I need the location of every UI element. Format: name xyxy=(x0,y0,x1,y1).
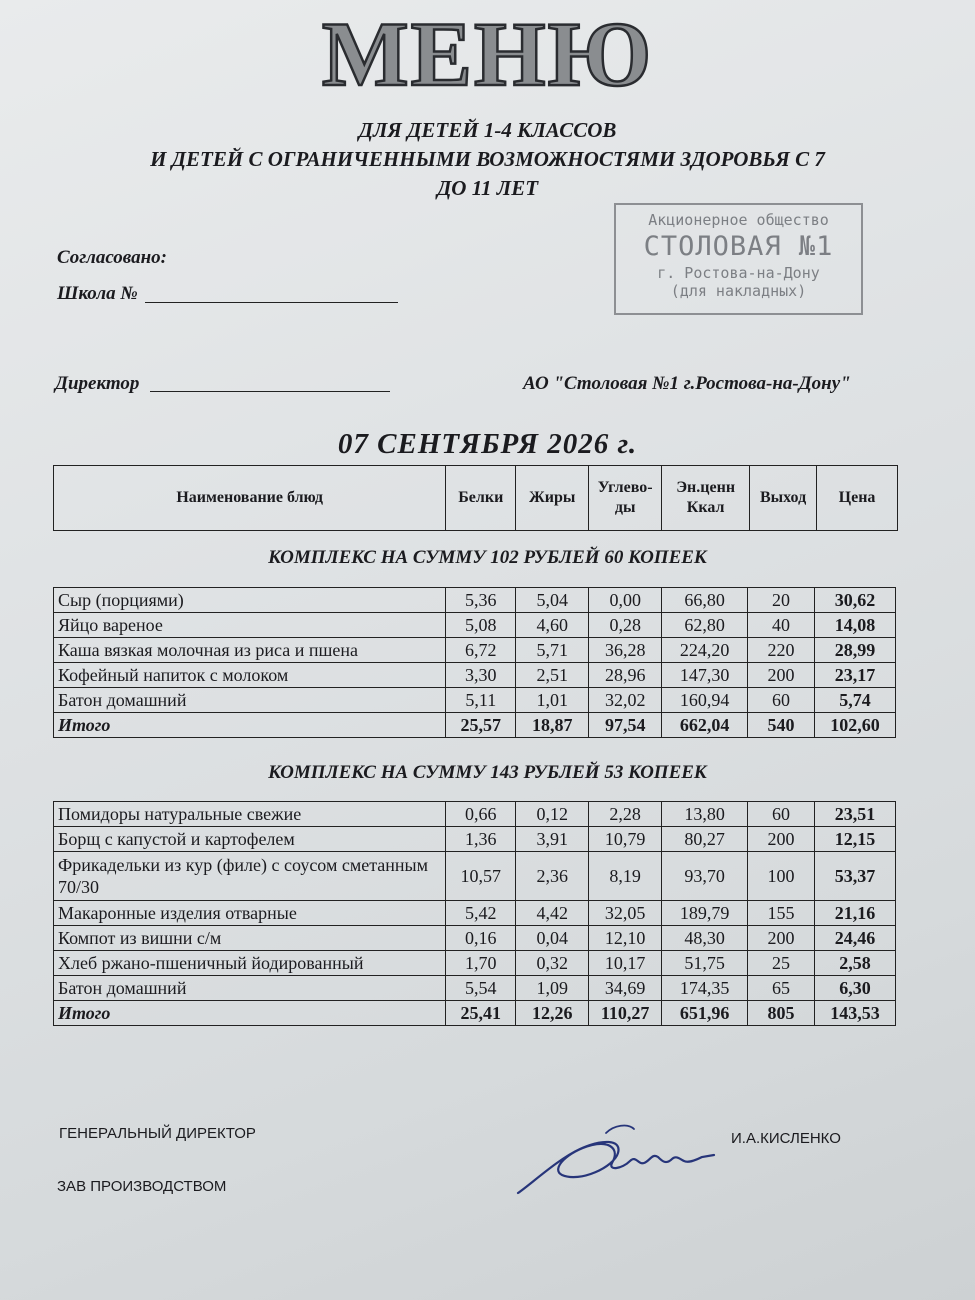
school-signature-line xyxy=(145,302,398,303)
cell-protein: 5,42 xyxy=(446,901,516,926)
cell-price: 24,46 xyxy=(815,926,896,951)
cell-yield: 40 xyxy=(748,613,815,638)
header-protein: Белки xyxy=(446,466,516,531)
cell-carbs: 10,79 xyxy=(589,827,662,852)
cell-carbs: 97,54 xyxy=(589,713,662,738)
subtitle-line-3: ДО 11 ЛЕТ xyxy=(436,176,539,200)
cell-name: Кофейный напиток с молоком xyxy=(54,663,446,688)
cell-name: Хлеб ржано-пшеничный йодированный xyxy=(54,951,446,976)
cell-name: Каша вязкая молочная из риса и пшена xyxy=(54,638,446,663)
cell-energy: 51,75 xyxy=(662,951,748,976)
cell-carbs: 0,28 xyxy=(589,613,662,638)
cell-yield: 200 xyxy=(748,663,815,688)
cell-protein: 25,57 xyxy=(446,713,516,738)
company-stamp xyxy=(614,203,863,315)
subtitle-line-1: ДЛЯ ДЕТЕЙ 1-4 КЛАССОВ xyxy=(358,118,617,142)
cell-carbs: 110,27 xyxy=(589,1001,662,1026)
cell-yield: 60 xyxy=(748,802,815,827)
cell-carbs: 32,02 xyxy=(589,688,662,713)
cell-protein: 6,72 xyxy=(446,638,516,663)
signature-image xyxy=(510,1115,730,1205)
general-director-label: ГЕНЕРАЛЬНЫЙ ДИРЕКТОР xyxy=(59,1125,256,1142)
subtitle-line-2: И ДЕТЕЙ С ОГРАНИЧЕННЫМИ ВОЗМОЖНОСТЯМИ ЗДОРОВЬЯ С 7 xyxy=(150,147,825,171)
cell-name: Итого xyxy=(54,1001,446,1026)
cell-price: 53,37 xyxy=(815,852,896,901)
cell-yield: 65 xyxy=(748,976,815,1001)
table-row xyxy=(54,926,896,951)
table-row xyxy=(54,951,896,976)
cell-price: 12,15 xyxy=(815,827,896,852)
cell-carbs: 2,28 xyxy=(589,802,662,827)
cell-name: Яйцо вареное xyxy=(54,613,446,638)
table-row xyxy=(54,688,896,713)
table-row xyxy=(54,638,896,663)
cell-fat: 4,42 xyxy=(516,901,589,926)
cell-carbs: 8,19 xyxy=(589,852,662,901)
cell-carbs: 12,10 xyxy=(589,926,662,951)
table-row xyxy=(54,827,896,852)
cell-fat: 12,26 xyxy=(516,1001,589,1026)
stamp-line-3: г. Ростова-на-Дону xyxy=(657,264,820,282)
cell-protein: 5,08 xyxy=(446,613,516,638)
header-energy: Эн.ценн Ккал xyxy=(662,466,750,531)
cell-energy: 62,80 xyxy=(662,613,748,638)
cell-price: 30,62 xyxy=(815,588,896,613)
table-row xyxy=(54,852,896,901)
menu-date: 07 СЕНТЯБРЯ 2026 г. xyxy=(337,428,638,460)
cell-carbs: 34,69 xyxy=(589,976,662,1001)
cell-energy: 160,94 xyxy=(662,688,748,713)
school-label: Школа № xyxy=(57,283,138,304)
cell-fat: 1,09 xyxy=(516,976,589,1001)
cell-name: Итого xyxy=(54,713,446,738)
table-row xyxy=(54,901,896,926)
cell-energy: 147,30 xyxy=(662,663,748,688)
cell-name: Помидоры натуральные свежие xyxy=(54,802,446,827)
cell-price: 23,51 xyxy=(815,802,896,827)
cell-energy: 93,70 xyxy=(662,852,748,901)
complex-2-table xyxy=(53,801,896,1026)
cell-carbs: 36,28 xyxy=(589,638,662,663)
cell-energy: 174,35 xyxy=(662,976,748,1001)
cell-protein: 5,36 xyxy=(446,588,516,613)
cell-yield: 200 xyxy=(748,827,815,852)
stamp-line-1: Акционерное общество xyxy=(648,211,829,229)
table-total-row xyxy=(54,713,896,738)
cell-energy: 662,04 xyxy=(662,713,748,738)
cell-fat: 2,51 xyxy=(516,663,589,688)
cell-yield: 540 xyxy=(748,713,815,738)
cell-energy: 80,27 xyxy=(662,827,748,852)
complex-1-title: КОМПЛЕКС НА СУММУ 102 РУБЛЕЙ 60 КОПЕЕК xyxy=(268,547,707,568)
cell-fat: 4,60 xyxy=(516,613,589,638)
header-dish-name: Наименование блюд xyxy=(54,466,446,531)
company-name: АО "Столовая №1 г.Ростова-на-Дону" xyxy=(523,373,851,394)
complex-1-table xyxy=(53,587,896,738)
header-carbs-text: Углево-ды xyxy=(597,479,653,516)
cell-price: 6,30 xyxy=(815,976,896,1001)
stamp-line-2: СТОЛОВАЯ №1 xyxy=(643,231,834,262)
cell-yield: 60 xyxy=(748,688,815,713)
cell-price: 102,60 xyxy=(815,713,896,738)
cell-price: 143,53 xyxy=(815,1001,896,1026)
cell-price: 2,58 xyxy=(815,951,896,976)
cell-yield: 100 xyxy=(748,852,815,901)
cell-protein: 1,70 xyxy=(446,951,516,976)
cell-protein: 5,11 xyxy=(446,688,516,713)
cell-yield: 20 xyxy=(748,588,815,613)
cell-fat: 5,71 xyxy=(516,638,589,663)
menu-title: МЕНЮ xyxy=(321,3,654,105)
cell-name: Компот из вишни с/м xyxy=(54,926,446,951)
director-name: И.А.КИСЛЕНКО xyxy=(731,1130,841,1147)
cell-fat: 5,04 xyxy=(516,588,589,613)
table-row xyxy=(54,976,896,1001)
cell-yield: 200 xyxy=(748,926,815,951)
cell-fat: 0,12 xyxy=(516,802,589,827)
header-yield: Выход xyxy=(750,466,817,531)
cell-fat: 0,04 xyxy=(516,926,589,951)
cell-name: Борщ с капустой и картофелем xyxy=(54,827,446,852)
cell-yield: 220 xyxy=(748,638,815,663)
cell-fat: 3,91 xyxy=(516,827,589,852)
cell-price: 28,99 xyxy=(815,638,896,663)
complex-2-title: КОМПЛЕКС НА СУММУ 143 РУБЛЕЙ 53 КОПЕЕК xyxy=(268,762,707,783)
cell-carbs: 0,00 xyxy=(589,588,662,613)
cell-protein: 10,57 xyxy=(446,852,516,901)
cell-carbs: 28,96 xyxy=(589,663,662,688)
cell-protein: 5,54 xyxy=(446,976,516,1001)
cell-price: 14,08 xyxy=(815,613,896,638)
cell-name: Сыр (порциями) xyxy=(54,588,446,613)
header-price: Цена xyxy=(817,466,898,531)
cell-energy: 13,80 xyxy=(662,802,748,827)
production-head-label: ЗАВ ПРОИЗВОДСТВОМ xyxy=(57,1178,227,1195)
cell-protein: 25,41 xyxy=(446,1001,516,1026)
cell-name: Фрикадельки из кур (филе) с соусом сметанным 70/30 xyxy=(54,852,446,901)
director-signature-line xyxy=(150,391,390,392)
cell-price: 23,17 xyxy=(815,663,896,688)
cell-fat: 2,36 xyxy=(516,852,589,901)
cell-fat: 0,32 xyxy=(516,951,589,976)
header-fat: Жиры xyxy=(516,466,589,531)
table-row xyxy=(54,802,896,827)
table-row xyxy=(54,588,896,613)
cell-fat: 18,87 xyxy=(516,713,589,738)
cell-name: Макаронные изделия отварные xyxy=(54,901,446,926)
cell-carbs: 10,17 xyxy=(589,951,662,976)
table-header xyxy=(53,465,898,531)
cell-yield: 805 xyxy=(748,1001,815,1026)
cell-energy: 189,79 xyxy=(662,901,748,926)
cell-energy: 224,20 xyxy=(662,638,748,663)
table-total-row xyxy=(54,1001,896,1026)
cell-protein: 0,66 xyxy=(446,802,516,827)
stamp-line-4: (для накладных) xyxy=(670,282,807,300)
table-row xyxy=(54,663,896,688)
director-label: Директор xyxy=(55,373,140,394)
agreed-label: Согласовано: xyxy=(57,247,168,268)
cell-energy: 48,30 xyxy=(662,926,748,951)
cell-protein: 1,36 xyxy=(446,827,516,852)
cell-price: 21,16 xyxy=(815,901,896,926)
cell-carbs: 32,05 xyxy=(589,901,662,926)
cell-price: 5,74 xyxy=(815,688,896,713)
cell-yield: 155 xyxy=(748,901,815,926)
cell-protein: 3,30 xyxy=(446,663,516,688)
cell-energy: 66,80 xyxy=(662,588,748,613)
cell-name: Батон домашний xyxy=(54,976,446,1001)
table-row xyxy=(54,613,896,638)
header-carbs xyxy=(589,466,662,531)
cell-protein: 0,16 xyxy=(446,926,516,951)
cell-energy: 651,96 xyxy=(662,1001,748,1026)
cell-fat: 1,01 xyxy=(516,688,589,713)
cell-name: Батон домашний xyxy=(54,688,446,713)
cell-yield: 25 xyxy=(748,951,815,976)
